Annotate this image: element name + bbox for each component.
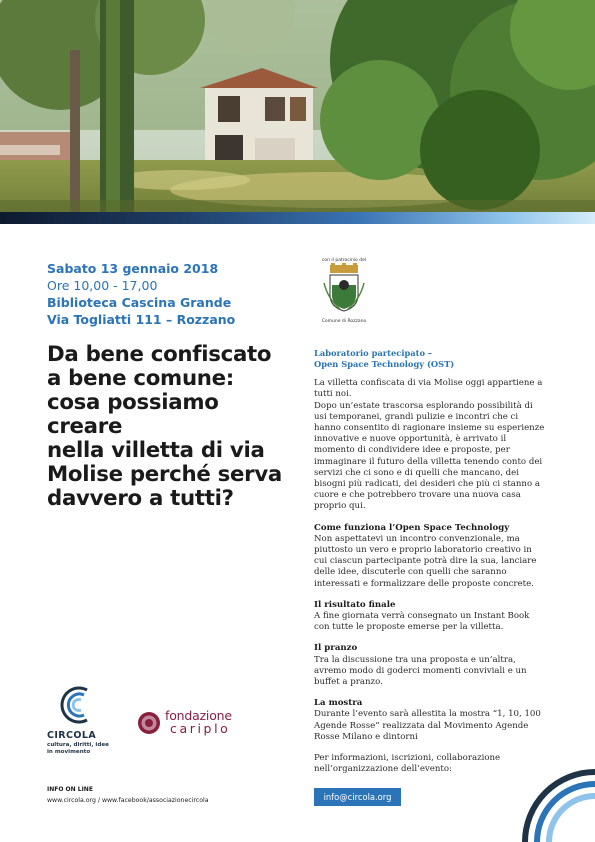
workshop-kicker-line-1: Laboratorio partecipato –	[314, 348, 433, 358]
section-exhibition	[314, 698, 546, 743]
patronage-entity: Comune di Rozzano	[321, 319, 367, 324]
body-column	[314, 348, 546, 775]
email-link[interactable]: info@circola.org	[314, 788, 401, 806]
section-how-it-works	[314, 523, 546, 590]
workshop-kicker-line-2: Open Space Technology (OST)	[314, 358, 455, 369]
footer-info	[47, 786, 209, 804]
gradient-divider-band	[0, 212, 595, 224]
coat-of-arms-icon	[322, 263, 366, 313]
circola-logo	[47, 686, 137, 755]
section-body: Durante l’evento sarà allestita la mostra “1, 10, 100 Agende Rosse” realizzata dal Movimento Agende Rosse Milano e dintorni	[314, 709, 541, 742]
event-date: Sabato 13 gennaio 2018	[47, 261, 219, 276]
villa-garden-image	[0, 0, 595, 222]
headline-line: davvero a tutti?	[47, 486, 234, 511]
cariplo-line-2: cariplo	[170, 721, 231, 736]
intro-paragraph-1: La villetta confiscata di via Molise oggi appartiene a tutti noi.	[314, 378, 543, 400]
headline-line: Da bene confiscato	[47, 342, 272, 367]
footer-links[interactable]: www.circola.org / www.facebook/associazionecircola	[47, 797, 209, 804]
headline-line: cosa possiamo creare	[47, 390, 219, 439]
circola-name: CIRCOLA	[47, 730, 97, 741]
cariplo-line-1: fondazione	[165, 708, 232, 723]
section-title: La mostra	[314, 698, 363, 709]
cariplo-seal-icon	[137, 711, 161, 735]
contact-text: Per informazioni, iscrizioni, collaborazione nell’organizzazione dell’evento:	[314, 753, 501, 775]
headline-line: a bene comune:	[47, 366, 235, 391]
intro-paragraph-2: Dopo un’estate trascorsa esplorando possibilità di usi temporanei, grandi pulizie e incontri che ci hanno consentito di ragionare insieme su esperienze innovative e nuove opportunità, è arrivato il momento di condividere idee e proposte, per immaginare il futuro della villetta tenendo conto dei servizi che ci sono e di quelli che mancano, dei bisogni più radicati, dei desideri che più ci stanno a cuore e che potrebbero trovare una nuova casa proprio qui.	[314, 400, 545, 512]
section-final-result	[314, 600, 546, 634]
event-address: Via Togliatti 111 – Rozzano	[47, 312, 236, 327]
decorative-arcs	[520, 767, 595, 842]
section-title: Il risultato finale	[314, 599, 396, 610]
circola-tagline-1: cultura, diritti, idee	[47, 742, 109, 748]
section-body: Non aspettatevi un incontro convenzionale, ma piuttosto un vero e proprio laboratorio creativo in cui ciascun partecipante potrà dire la sua, lanciare delle idee, discuterle con quelli che saranno interessati e formalizzare delle proposte concrete.	[314, 533, 537, 589]
event-venue: Biblioteca Cascina Grande	[47, 295, 232, 310]
patronage-logo	[314, 258, 374, 324]
circola-tagline-2: in movimento	[47, 749, 91, 756]
section-title: Come funziona l’Open Space Technology	[314, 522, 510, 533]
section-body: A fine giornata verrà consegnato un Instant Book con tutte le proposte emerse per la villetta.	[314, 611, 530, 633]
header-photo	[0, 0, 595, 222]
section-title: Il pranzo	[314, 643, 358, 654]
footer-title: INFO ON LINE	[47, 786, 93, 793]
headline-line: Molise perché serva	[47, 462, 282, 487]
patronage-label: con il patrocinio del	[321, 258, 367, 263]
fondazione-cariplo-logo	[137, 708, 257, 738]
event-time: Ore 10,00 - 17,00	[47, 278, 158, 293]
section-body: Tra la discussione tra una proposta e un’altra, avremo modo di goderci momenti conviviali e un buffet a pranzo.	[314, 654, 527, 688]
circola-c-icon	[57, 686, 93, 724]
page-title	[47, 343, 297, 511]
headline-line: nella villetta di via	[47, 438, 265, 463]
section-lunch	[314, 643, 546, 688]
event-info	[47, 260, 235, 328]
